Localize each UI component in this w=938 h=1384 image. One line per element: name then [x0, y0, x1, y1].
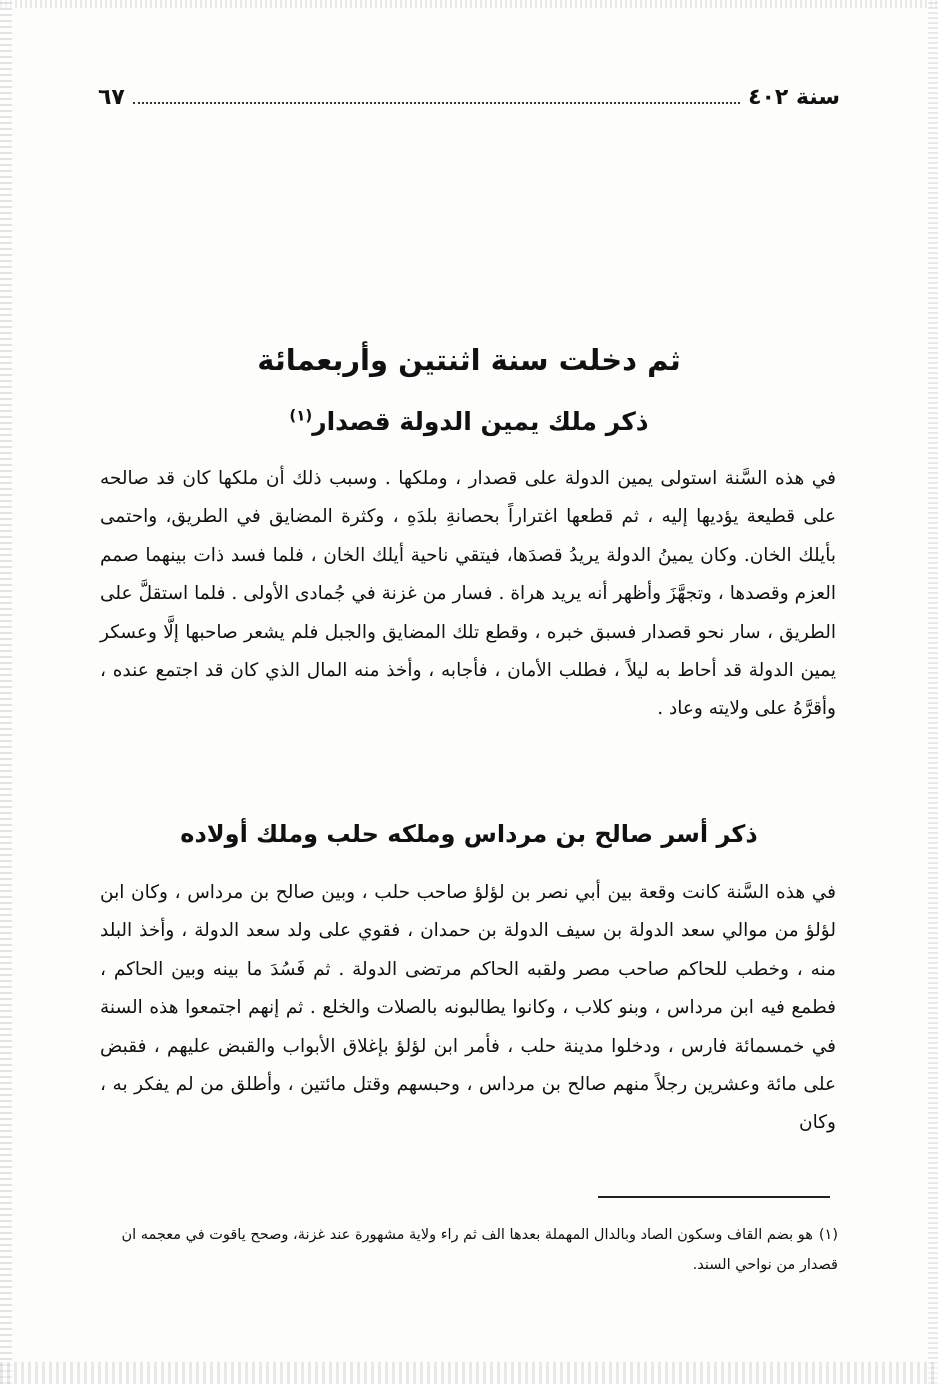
footnote-text: هو بضم القاف وسكون الصاد وبالدال المهملة بعدها الف ثم راء ولاية مشهورة عند غزنة، وصحح ياقوت في معجمه ان قصدار من نواحي السند. — [121, 1227, 838, 1273]
scan-border-right — [928, 0, 938, 1384]
scan-border-left — [0, 0, 12, 1384]
running-header — [98, 80, 840, 114]
header-dot-leader — [133, 102, 740, 104]
section-title-qusdar — [98, 402, 840, 442]
paragraph-qusdar: في هذه السَّنة استولى يمين الدولة على قصدار ، وملكها . وسبب ذلك أن ملكها كان قد صالحه على قطيعة يؤديها إليه ، ثم قطعها اغتراراً بحصانةِ بلدَهِ ، وكثرة المضايق في الطريق، واحتمى بأيلك الخان. وكان يمينُ الدولة يريدُ قصدَها، فيتقي ناحية أيلك الخان ، فلما فسد ذات بينهما صمم العزم وقصدها ، وتجهَّزَ وأظهر أنه يريد هراة . فسار من غزنة في جُمادى الأولى . فلما استقلَّ على الطريق ، سار نحو قصدار فسبق خبره ، وقطع تلك المضايق والجبل فلم يشعر صاحبها إلَّا وعسكر يمين الدولة قد أحاط به ليلاً ، فطلب الأمان ، فأجابه ، وأخذ منه المال الذي كان قد اجتمع عنده ، وأقرَّهُ على ولايته وعاد . — [100, 468, 836, 720]
footnote-number: (١) — [818, 1227, 838, 1243]
scan-border-top — [0, 0, 938, 8]
scan-border-bottom — [0, 1362, 938, 1384]
footnote-separator — [598, 1196, 830, 1198]
header-year: سنة ٤٠٢ — [748, 84, 840, 110]
footnote — [100, 1220, 838, 1280]
section-title-salih: ذكر أسر صالح بن مرداس وملكه حلب وملك أولاده — [180, 820, 758, 848]
paragraph-salih: في هذه السَّنة كانت وقعة بين أبي نصر بن لؤلؤ صاحب حلب ، وبين صالح بن مرداس ، وكان ابن لؤلؤ من موالي سعد الدولة بن سيف الدولة بن حمدان ، فقوي على ولد سعد الدولة ، وأخذ البلد منه ، وخطب للحاكم صاحب مصر ولقبه الحاكم مرتضى الدولة . ثم فَسُدَ ما بينه وبين الحاكم ، فطمع فيه ابن مرداس ، وبنو كلاب ، وكانوا يطالبونه بالصلات والخلع . ثم إنهم اجتمعوا هذه السنة في خمسمائة فارس ، ودخلوا مدينة حلب ، فأمر ابن لؤلؤ بإغلاق الأبواب والقبض عليهم ، فقبض على مائة وعشرين رجلاً منهم صالح بن مرداس ، وحبسهم وقتل مائتين ، وأطلق من لم يفكر به ، وكان — [100, 882, 836, 1134]
chapter-title: ثم دخلت سنة اثنتين وأربعمائة — [257, 343, 681, 377]
footnote-reference[interactable]: (١) — [289, 406, 313, 425]
page-number: ٦٧ — [98, 84, 125, 110]
section-title-text: ذكر ملك يمين الدولة قصدار — [312, 407, 649, 436]
